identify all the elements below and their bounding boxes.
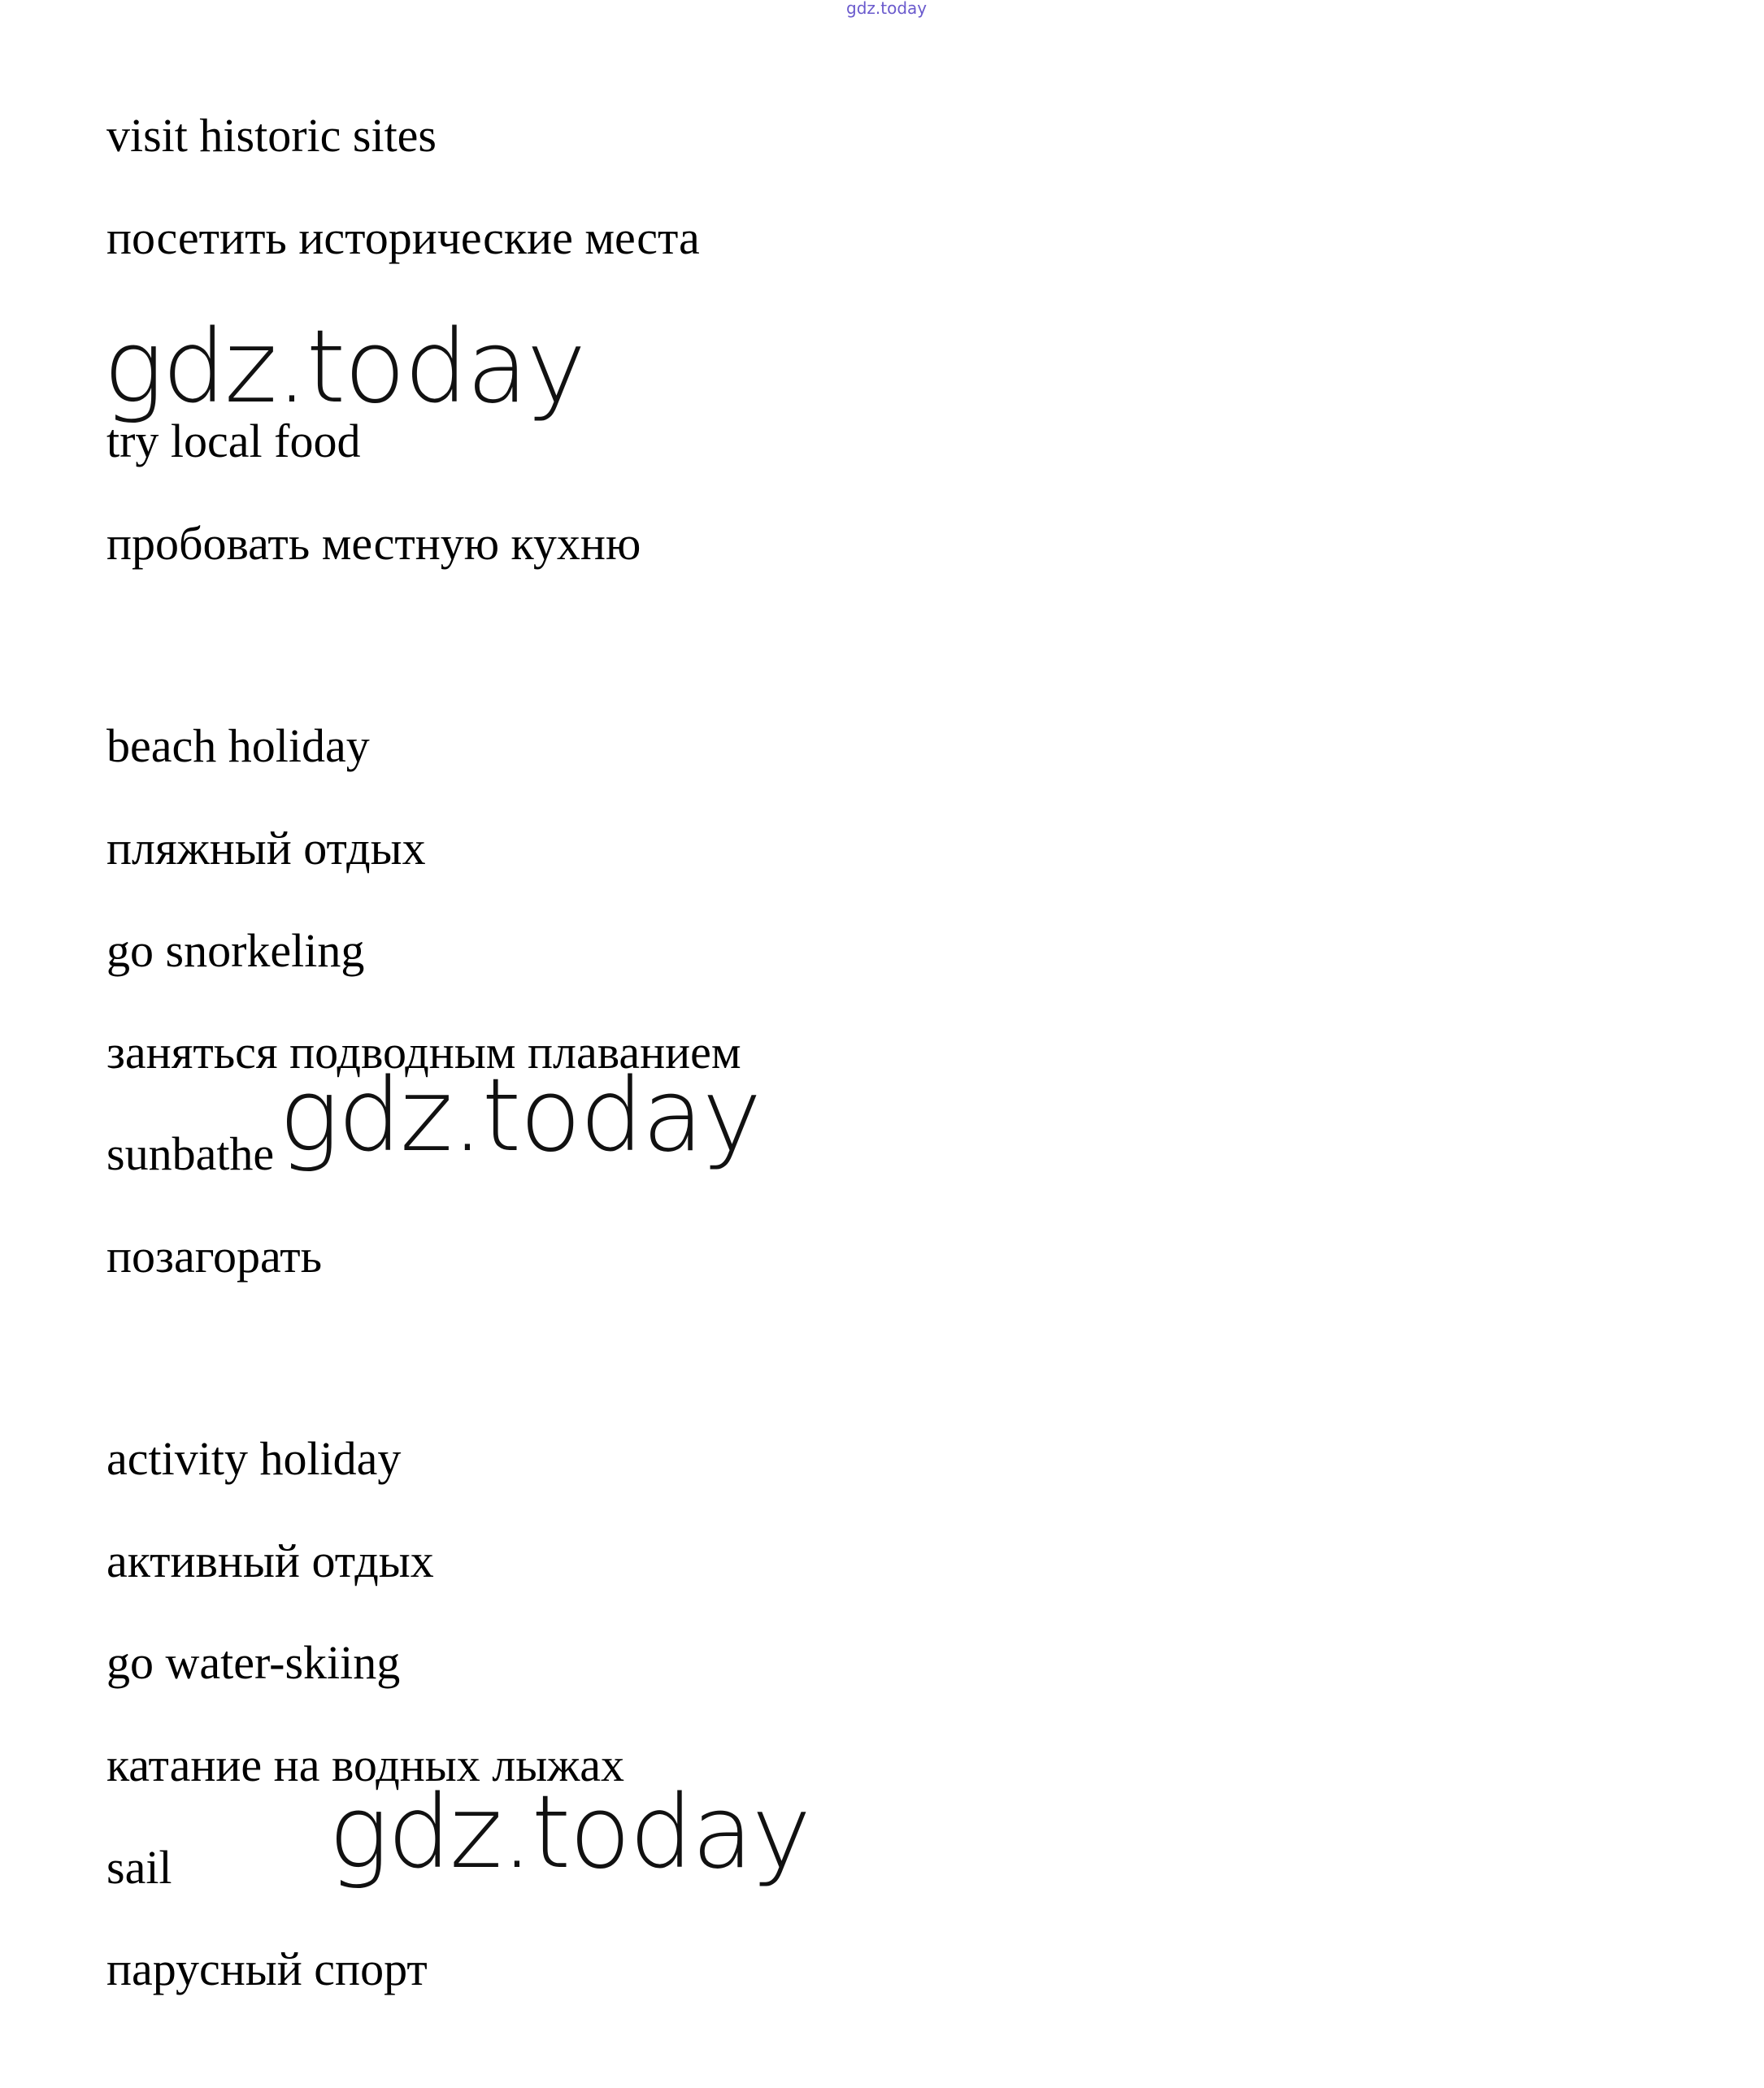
watermark: gdz.today xyxy=(103,309,585,426)
translation-go-snorkeling: заняться подводным плаванием xyxy=(106,1026,741,1079)
watermark: gdz.today xyxy=(279,1057,761,1174)
term-go-snorkeling: go snorkeling xyxy=(106,924,365,977)
term-sail: sail xyxy=(106,1841,172,1894)
term-activity-holiday: activity holiday xyxy=(106,1432,402,1485)
term-sunbathe: sunbathe xyxy=(106,1127,275,1180)
translation-go-water-skiing: катание на водных лыжах xyxy=(106,1739,625,1791)
watermark-header: gdz.today xyxy=(846,0,928,18)
translation-sunbathe: позагорать xyxy=(106,1230,323,1283)
watermark: gdz.today xyxy=(328,1774,810,1891)
term-try-local-food: try local food xyxy=(106,415,361,467)
translation-try-local-food: пробовать местную кухню xyxy=(106,517,641,570)
translation-visit-historic-sites: посетить исторические места xyxy=(106,211,700,264)
translation-beach-holiday: пляжный отдых xyxy=(106,822,426,875)
translation-sail: парусный спорт xyxy=(106,1943,428,1995)
translation-activity-holiday: активный отдых xyxy=(106,1535,434,1587)
term-go-water-skiing: go water-skiing xyxy=(106,1636,401,1689)
term-beach-holiday: beach holiday xyxy=(106,719,370,772)
term-visit-historic-sites: visit historic sites xyxy=(106,109,437,162)
